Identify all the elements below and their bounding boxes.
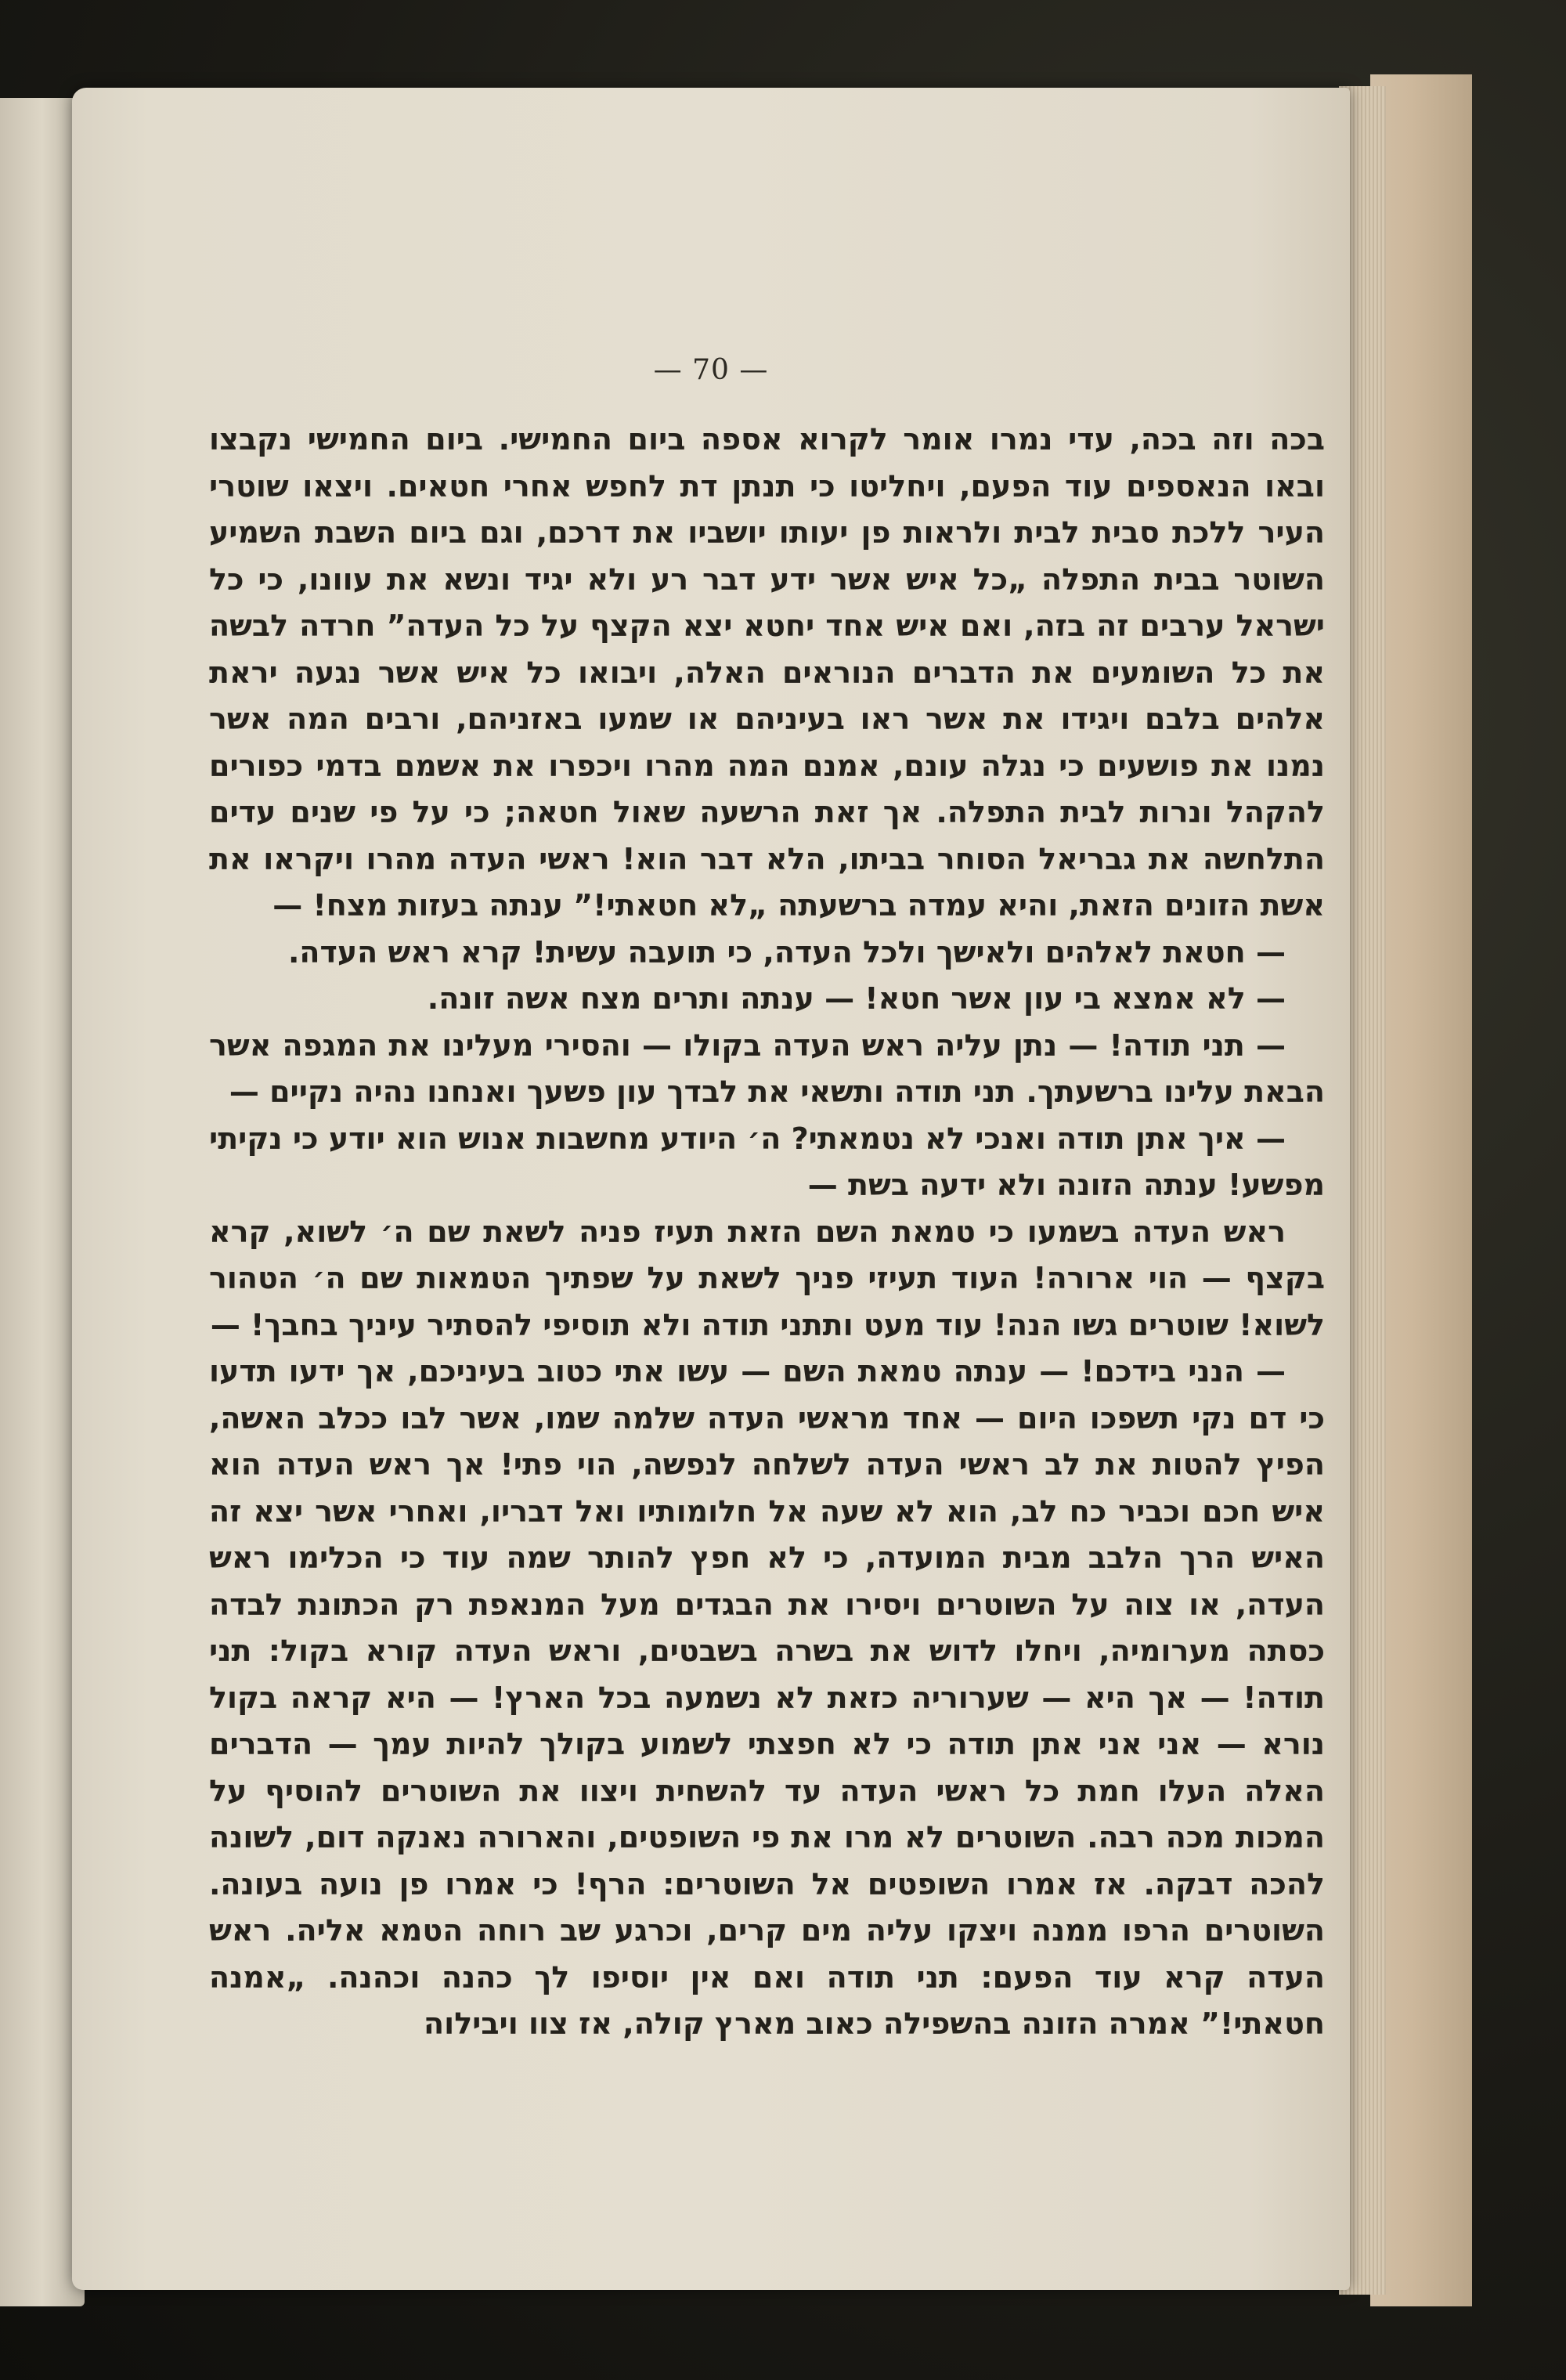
- paragraph: ראש העדה בשמעו כי טמאת השם הזאת תעיז פניה לשאת שם ה׳ לשוא, קרא בקצף — הוי ארורה! העוד תעיזי פניך לשאת על שפתיך הטמאות שם ה׳ הטהור לשוא! שוטרים גשו הנה! עוד מעט ותתני תודה ולא תוסיפי להסתיר עיניך בחבך! —: [209, 1214, 1325, 1342]
- page-number: — 70 —: [653, 354, 769, 386]
- paragraph: בכה וזה בכה, עדי נמרו אומר לקרוא אספה ביום החמישי. ביום החמישי נקבצו ובאו הנאספים עוד הפעם, ויחליטו כי תנתן דת לחפש אחרי חטאים. ויצאו שוטרי העיר ללכת סבית לבית ולראות פן יעותו יושביו את דרכם, וגם ביום השבת השמיע השוטר בבית התפלה „כל איש אשר ידע דבר רע ולא יגיד ונשא את עוונו, כי כל ישראל ערבים זה בזה, ואם איש אחד יחטא יצא הקצף על כל העדה” חרדה לבשה את כל השומעים את הדברים הנוראים האלה, ויבואו כל איש אשר נגעה יראת אלהים בלבם ויגידו את אשר ראו בעיניהם או שמעו באזניהם, ורבים המה אשר נמנו את פושעים כי נגלה עונם, אמנם המה מהרו ויכפרו את אשמם בדמי כפורים להקהל ונרות לבית התפלה. אך זאת הרשעה שאול חטאה; כי על פי שנים עדים התלחשה את גבריאל הסוחר בביתו, הלא דבר הוא! ראשי העדה מהרו ויקראו את אשת הזונים הזאת, והיא עמדה ברשעתה „לא חטאתי!” ענתה בעזות מצח! —: [209, 422, 1325, 923]
- paragraph: — תני תודה! — נתן עליה ראש העדה בקולו — והסירי מעלינו את המגפה אשר הבאת עלינו ברשעתך. תני תודה ותשאי את לבדך עון פשעך ואנחנו נהיה נקיים —: [209, 1027, 1325, 1109]
- paragraph: — איך אתן תודה ואנכי לא נטמאתי? ה׳ היודע מחשבות אנוש הוא יודע כי נקיתי מפשע! ענתה הזונה ולא ידעה בשת —: [209, 1121, 1325, 1202]
- paragraph: — לא אמצא בי עון אשר חטא! — ענתה ותרים מצח אשה זונה.: [427, 981, 1286, 1016]
- paragraph: — חטאת לאלהים ולאישך ולכל העדה, כי תועבה עשית! קרא ראש העדה.: [287, 934, 1286, 970]
- book-page: [72, 88, 1350, 2290]
- paragraph: — הנני בידכם! — ענתה טמאת השם — עשו אתי כטוב בעיניכם, אך ידעו תדעו כי דם נקי תשפכו היום — אחד מראשי העדה שלמה שמו, אשר לבו ככלב האשה, הפיץ להטות את לב ראשי העדה לשלחה לנפשה, הוי פתי! אך ראש העדה הוא איש חכם וכביר כח לב, הוא לא שעה אל חלומותיו ואל דבריו, ואחרי אשר יצא זה האיש הרך הלבב מבית המועדה, כי לא חפץ להותר שמה עוד כי הכלימו ראש העדה, או צוה על השוטרים ויסירו את הבגדים מעל המנאפת רק הכתונת לבדה כסתה מערומיה, ויחלו לדוש את בשרה בשבטים, וראש העדה קורא בקול: תני תודה! — אך היא — שערוריה כזאת לא נשמעה בכל הארץ! — היא קראה בקול נורא — אני אני אתן תודה כי לא חפצתי לשמוע בקולך להיות עמך — הדברים האלה העלו חמת כל ראשי העדה עד להשחית ויצוו את השוטרים להוסיף על המכות מכה רבה. השוטרים לא מרו את פי השופטים, והארורה נאנקה דום, לשונה להכה דבקה. אז אמרו השופטים אל השוטרים: הרף! כי אמרו פן נועה בעונה. השוטרים הרפו ממנה ויצקו עליה מים קרים, וכרגע שב רוחה הטמא אליה. ראש העדה קרא עוד הפעם: תני תודה ואם אין יוסיפו לך כהנה וכהנה. „אמנה חטאתי!” אמרה הזונה בהשפילה כאוב מארץ קולה, אז צוו ויבילוה: [209, 1354, 1325, 2041]
- body-text: [209, 417, 1325, 2048]
